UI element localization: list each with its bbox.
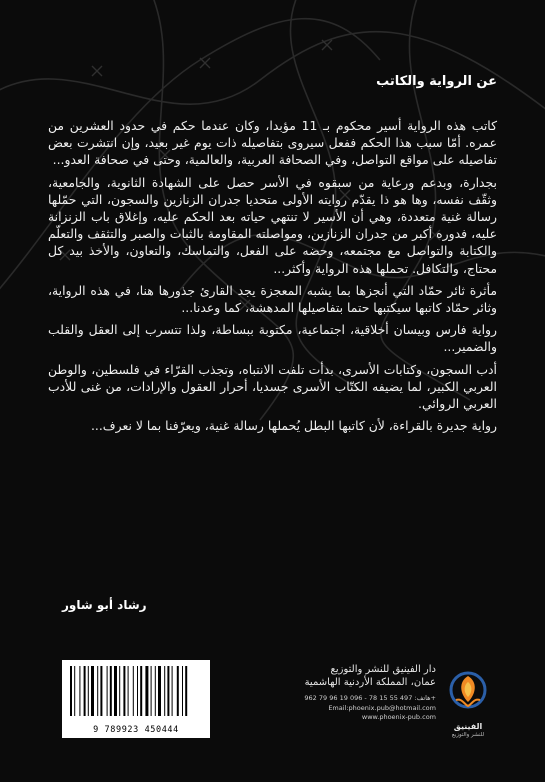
paragraph: مأثرة ثائر حمّاد التي أنجزها بما يشبه المعجزة يجد القارئ جذورها هنا، في هذه الرواية، وثائر حمّاد كاتبها سيكتبها حتما بتفاصيلها المدهشة، كما وعدنا... bbox=[48, 282, 497, 316]
publisher-info bbox=[268, 663, 436, 723]
paragraph: أدب السجون، وكتابات الأسرى، بدأت تلفت الانتباه، وتجذب القرّاء في فلسطين، والوطن العربي الكبير، لما يضيفه الكتّاب الأسرى جسديا، أحرار العقول والإرادات، من غنى للأدب العربي الروائي. bbox=[48, 361, 497, 412]
publisher-address: عمان، المملكة الأردنية الهاشمية bbox=[304, 677, 436, 688]
section-heading: عن الرواية والكاتب bbox=[376, 74, 497, 89]
publisher-phone: هاتف: 497 55 15 78 - 096 19 96 79 962+ bbox=[304, 694, 436, 702]
logo-subtitle: للنشر والتوزيع bbox=[451, 732, 485, 738]
author-signature: رشاد أبو شاور bbox=[62, 598, 147, 612]
publisher-email: Email:phoenix.pub@hotmail.com bbox=[328, 703, 436, 712]
logo-name: الفينيق bbox=[453, 722, 483, 731]
paragraph: رواية جديرة بالقراءة، لأن كاتبها البطل يُحملها رسالة غنية، ويعرّفنا بما لا نعرف... bbox=[90, 418, 497, 434]
paragraph: رواية فارس وبيسان أخلاقية، اجتماعية، مكتوبة ببساطة، ولذا تتسرب إلى العقل والقلب والضمير... bbox=[48, 322, 497, 355]
isbn-number: 9 789923 450444 bbox=[93, 725, 179, 735]
barcode-icon bbox=[68, 666, 204, 722]
paragraph: كاتب هذه الرواية أسير محكوم بـ 11 مؤبدا، وكان عندما حكم في حدود العشرين من عمره. أمّا سبب هذا الحكم ففعل سيروى بتفاصيله ذات يوم غير بعيد، وإن انتشرت بعض تفاصيله على مواقع التواصل، وفي الصحافة العربية، والعالمية، وحتى في صحافة العدو... bbox=[48, 118, 497, 168]
publisher-website: www.phoenix-pub.com bbox=[361, 713, 436, 721]
publisher-contact bbox=[268, 694, 436, 723]
paragraph: بجدارة، وبدعم ورعاية من سبقوه في الأسر حصل على الشهادة الثانوية، والجامعية، وثقّف نفسه، وها هو ذا يقدّم روايته الأولى متحديا جدران الزنازين والسجون، التي حمّلها رسالة غنية متعددة، وهي أن الأسير لا تنتهي حياته بعد الحكم عليه، وإغلاق باب الزنزانة عليه، فدوره أكبر من جدران الزنازين، ومواصلته المقاومة بالثبات والصبر والتثقف والتعلّم والكتابة والتواصل مع مجتمعه، وحضه على الفعل، والتماسك، والتعاون، والأخذ بيد كل محتاج، والتكافل. تحملها هذه الرواية وأكثر... bbox=[48, 174, 497, 276]
phoenix-logo-icon bbox=[448, 668, 488, 730]
synopsis-text bbox=[48, 117, 497, 439]
publisher-name: دار الفينيق للنشر والتوزيع bbox=[330, 664, 436, 675]
isbn-barcode bbox=[62, 660, 210, 738]
